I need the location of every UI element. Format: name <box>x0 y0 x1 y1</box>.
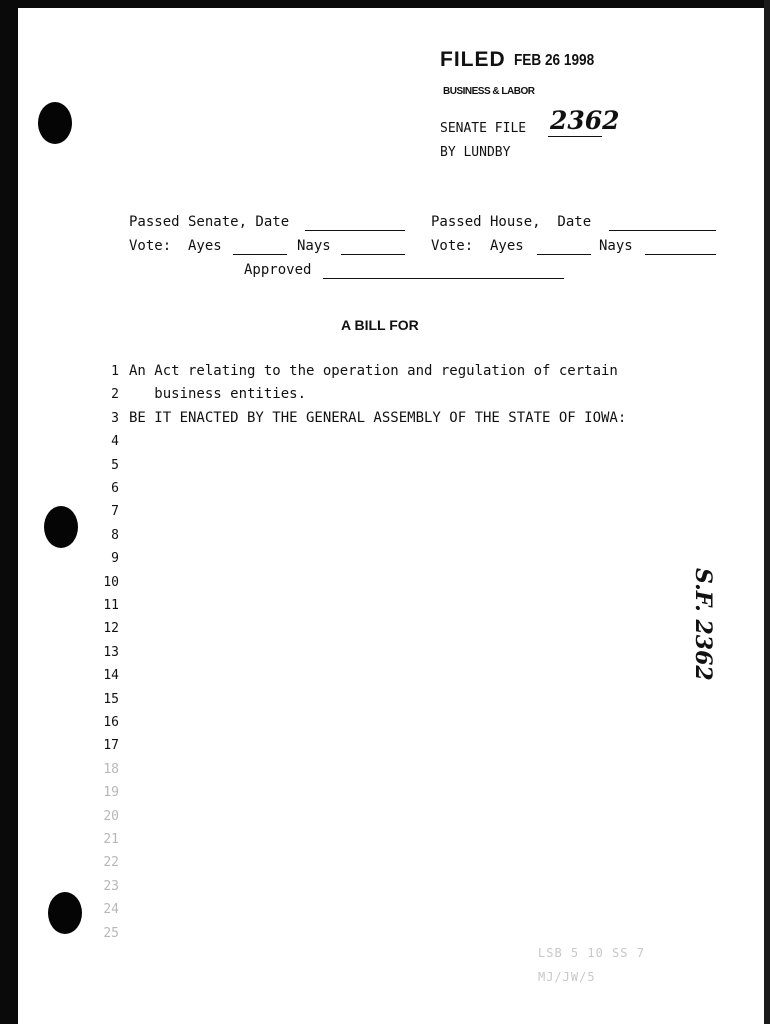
punch-hole-bottom <box>48 892 82 934</box>
line-number: 6 <box>111 481 119 496</box>
sponsor-line: BY LUNDBY <box>440 145 511 160</box>
scan-border-right <box>764 0 770 1024</box>
line-number: 18 <box>103 762 119 777</box>
line-number: 14 <box>103 668 119 683</box>
line-number: 22 <box>103 855 119 870</box>
house-date-blank <box>609 230 716 231</box>
senate-nays-blank <box>341 254 405 255</box>
senate-file-underline <box>548 136 602 137</box>
senate-file-label: SENATE FILE <box>440 121 527 136</box>
filed-stamp: FILED <box>440 48 506 71</box>
line-number: 3 <box>111 411 119 426</box>
line-text: business entities. <box>129 386 307 402</box>
senate-nays-label: Nays <box>297 238 331 254</box>
line-number: 24 <box>103 902 119 917</box>
line-number: 19 <box>103 785 119 800</box>
scan-border-top <box>0 0 770 8</box>
faint-stamp-line1: LSB 5 10 SS 7 <box>538 946 645 960</box>
line-number: 17 <box>103 738 119 753</box>
line-number: 12 <box>103 621 119 636</box>
senate-file-number: 2362 <box>550 106 620 135</box>
line-number: 25 <box>103 926 119 941</box>
faint-stamp-line2: MJ/JW/5 <box>538 970 596 984</box>
house-vote-ayes-label: Vote: Ayes <box>431 238 524 254</box>
line-number: 1 <box>111 364 119 379</box>
line-number: 20 <box>103 809 119 824</box>
line-number: 16 <box>103 715 119 730</box>
line-number: 7 <box>111 504 119 519</box>
filed-date-stamp: FEB 26 1998 <box>514 52 595 69</box>
punch-hole-middle <box>44 506 78 548</box>
passed-house-label: Passed House, Date <box>431 214 592 230</box>
approved-label: Approved <box>244 262 312 278</box>
line-number: 21 <box>103 832 119 847</box>
line-number: 4 <box>111 434 119 449</box>
committee-stamp: BUSINESS & LABOR <box>443 86 535 97</box>
line-text: BE IT ENACTED BY THE GENERAL ASSEMBLY OF THE STATE OF IOWA: <box>129 410 627 426</box>
line-number: 2 <box>111 387 119 402</box>
line-number: 10 <box>103 575 119 590</box>
senate-vote-ayes-label: Vote: Ayes <box>129 238 222 254</box>
house-ayes-blank <box>537 254 591 255</box>
house-nays-blank <box>645 254 716 255</box>
line-number: 23 <box>103 879 119 894</box>
line-number: 11 <box>103 598 119 613</box>
passed-senate-label: Passed Senate, Date <box>129 214 290 230</box>
senate-date-blank <box>305 230 405 231</box>
house-nays-label: Nays <box>599 238 633 254</box>
margin-handwritten-file-number: S.F. 2362 <box>690 568 716 681</box>
bill-title: A BILL FOR <box>341 317 419 333</box>
line-number: 13 <box>103 645 119 660</box>
line-number: 15 <box>103 692 119 707</box>
scan-border-left <box>0 0 18 1024</box>
punch-hole-top <box>38 102 72 144</box>
line-number: 9 <box>111 551 119 566</box>
approved-blank <box>323 278 564 279</box>
line-number: 5 <box>111 458 119 473</box>
senate-ayes-blank <box>233 254 287 255</box>
line-text: An Act relating to the operation and regulation of certain <box>129 363 618 379</box>
line-number: 8 <box>111 528 119 543</box>
